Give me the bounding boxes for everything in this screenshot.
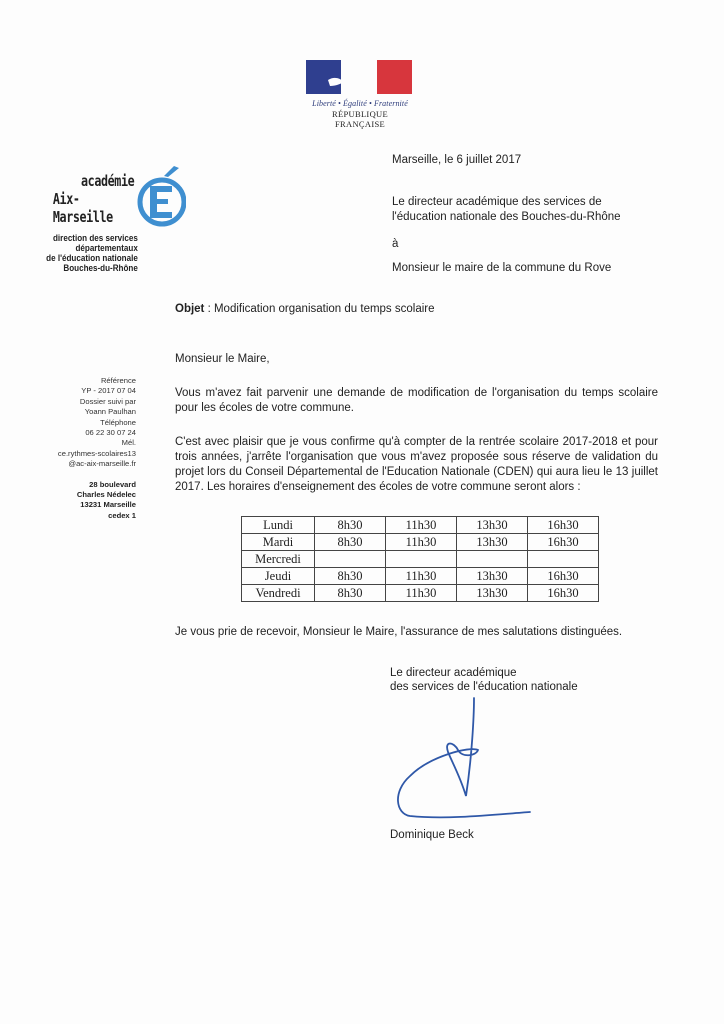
republic-motto: Liberté • Égalité • Fraternité [312,99,408,108]
paragraph-1: Vous m'avez fait parvenir une demande de modification de l'organisation du temps scolaire pour les écoles de votre commune. [175,387,658,414]
academie-name-line1: académie [80,172,134,190]
french-flag-icon [306,60,412,94]
phone-label: Téléphone [100,417,136,427]
followed-value: Yoann Paulhan [84,407,136,417]
republic-name: RÉPUBLIQUE FRANÇAISE [332,109,388,129]
letter-salutation: Monsieur le Maire, [175,353,270,365]
paragraph-2: C'est avec plaisir que je vous confirme qu'à compter de la rentrée scolaire 2017-2018 et pour trois années, j'arrête l'organisation que vous m'avez proposée sous réserve de validation du projet lors du Conseil Départemental de l'Education Nationale (CDEN) qui aura lieu le 13 juillet 2017. Les horaires d'enseignement des écoles de votre commune seront alors : [175,436,658,493]
letter-subject [175,303,435,315]
letter-closing: Je vous prie de recevoir, Monsieur le Maire, l'assurance de mes salutations distinguées. [175,626,623,638]
address-line-1: 28 boulevard [89,479,136,489]
sidebar-contact [40,376,136,521]
academie-sub-4: Bouches-du-Rhône [63,263,138,274]
time-cell: 8h30 [315,585,386,602]
time-cell: 13h30 [457,568,528,585]
time-cell: 11h30 [386,517,457,534]
time-cell: 8h30 [315,534,386,551]
time-cell: 16h30 [528,568,599,585]
time-cell: 13h30 [457,585,528,602]
mail-label: Mél. [121,438,136,448]
time-cell: 11h30 [386,585,457,602]
table-row [242,551,599,568]
day-cell: Vendredi [242,585,315,602]
table-row [242,568,599,585]
time-cell [457,551,528,568]
signature-title [390,666,578,694]
time-cell: 16h30 [528,517,599,534]
academie-sub-1: direction des services [53,233,138,244]
sender-line-2: l'éducation nationale des Bouches-du-Rhône [392,211,621,223]
academie-sub-3: de l'éducation nationale [46,253,138,264]
reference-label: Référence [100,376,136,385]
academie-subtitle [46,234,138,274]
mail-value-1: ce.rythmes-scolaires13 [57,448,136,458]
time-cell: 13h30 [457,534,528,551]
time-cell [386,551,457,568]
signature-title-1: Le directeur académique [390,667,517,679]
mail-value-2: @ac-aix-marseille.fr [68,459,136,469]
day-cell: Mardi [242,534,315,551]
subject-label: Objet [175,303,205,315]
day-cell: Mercredi [242,551,315,568]
table-row [242,585,599,602]
time-cell [315,551,386,568]
day-cell: Lundi [242,517,315,534]
signature-title-2: des services de l'éducation nationale [390,681,578,693]
letter-recipient: Monsieur le maire de la commune du Rove [392,262,612,274]
time-cell: 8h30 [315,568,386,585]
table-row [242,534,599,551]
sender-line-1: Le directeur académique des services de [392,196,602,208]
time-cell: 16h30 [528,534,599,551]
handwritten-signature [390,696,540,826]
letter-sender [392,195,621,225]
time-cell: 16h30 [528,585,599,602]
academie-logo [30,160,190,285]
signer-name: Dominique Beck [390,829,474,841]
day-cell: Jeudi [242,568,315,585]
time-cell: 11h30 [386,534,457,551]
subject-text: : Modification organisation du temps scolaire [204,303,435,315]
time-cell: 11h30 [386,568,457,585]
address-line-2: Charles Nédelec [76,490,136,500]
reference-value: YP - 2017 07 04 [81,386,136,396]
letter-date: Marseille, le 6 juillet 2017 [392,154,522,166]
time-cell: 13h30 [457,517,528,534]
time-cell [528,551,599,568]
schedule-table [241,516,599,602]
academie-e-icon [134,164,186,228]
followed-label: Dossier suivi par [79,396,136,406]
academie-name-line2: Aix-Marseille [52,190,113,226]
address-line-4: cedex 1 [108,510,136,520]
letter-to: à [392,238,399,250]
phone-value: 06 22 30 07 24 [85,428,136,438]
marianne-logo [306,60,414,129]
address [40,480,136,522]
table-row [242,517,599,534]
address-line-3: 13231 Marseille [80,500,136,510]
academie-sub-2: départementaux [75,243,138,254]
time-cell: 8h30 [315,517,386,534]
